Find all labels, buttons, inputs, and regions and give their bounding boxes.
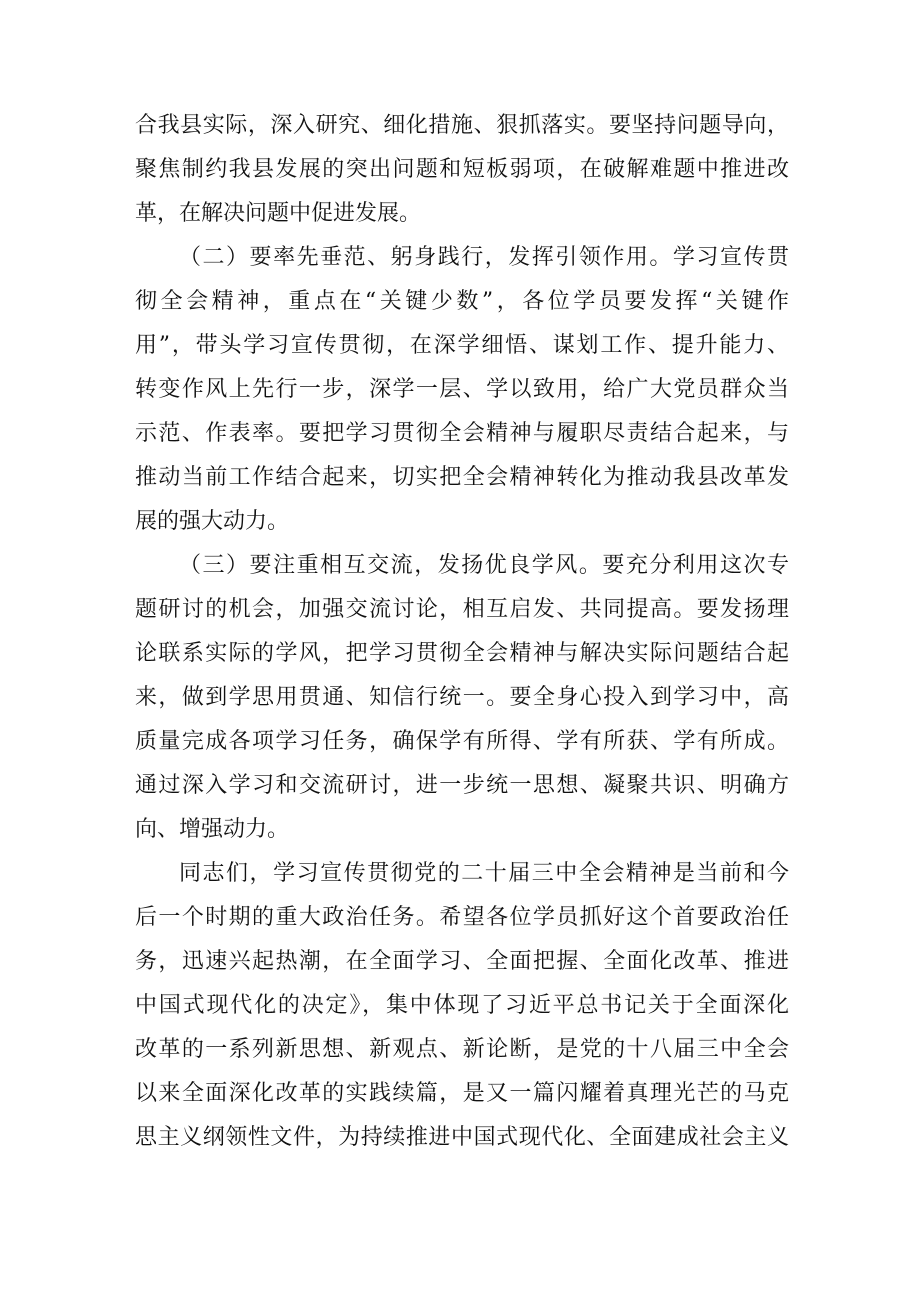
text-line: 以来全面深化改革的实践续篇，是又一篇闪耀着真理光芒的马克 xyxy=(135,1081,789,1106)
text-line: 展的强大动力。 xyxy=(135,509,290,534)
text-line: 论联系实际的学风，把学习贯彻全会精神与解决实际问题结合起 xyxy=(135,641,789,666)
text-line: 合我县实际，深入研究、细化措施、狠抓落实。要坚持问题导向， xyxy=(135,113,789,138)
text-line: 务，迅速兴起热潮，在全面学习、全面把握、全面化改革、推进 xyxy=(135,949,789,974)
text-line: （二）要率先垂范、躬身践行，发挥引领作用。学习宣传贯 xyxy=(179,245,789,270)
text-line: 革，在解决问题中促进发展。 xyxy=(135,201,422,226)
text-line: 用”，带头学习宣传贯彻，在深学细悟、谋划工作、提升能力、 xyxy=(135,333,789,358)
text-line: 示范、作表率。要把学习贯彻全会精神与履职尽责结合起来，与 xyxy=(135,421,789,446)
text-line: 来，做到学思用贯通、知信行统一。要全身心投入到学习中，高 xyxy=(135,685,789,710)
text-line: 转变作风上先行一步，深学一层、学以致用，给广大党员群众当 xyxy=(135,377,789,402)
text-line: 推动当前工作结合起来，切实把全会精神转化为推动我县改革发 xyxy=(135,465,789,490)
text-line: 改革的一系列新思想、新观点、新论断，是党的十八届三中全会 xyxy=(135,1037,789,1062)
text-line: 通过深入学习和交流研讨，进一步统一思想、凝聚共识、明确方 xyxy=(135,773,789,798)
text-line: 同志们，学习宣传贯彻党的二十届三中全会精神是当前和今 xyxy=(179,861,789,886)
text-line: 后一个时期的重大政治任务。希望各位学员抓好这个首要政治任 xyxy=(135,905,789,930)
paragraph-continued xyxy=(135,104,789,236)
paragraph-section-three xyxy=(135,544,789,852)
text-line: 质量完成各项学习任务，确保学有所得、学有所获、学有所成。 xyxy=(135,729,789,754)
text-line: 中国式现代化的决定》，集中体现了习近平总书记关于全面深化 xyxy=(135,993,789,1018)
text-line: 彻全会精神，重点在“关键少数”，各位学员要发挥“关键作 xyxy=(135,289,789,314)
document-body xyxy=(135,104,789,1160)
paragraph-closing xyxy=(135,852,789,1160)
text-line: 思主义纲领性文件，为持续推进中国式现代化、全面建成社会主义 xyxy=(135,1125,789,1150)
text-line: 聚焦制约我县发展的突出问题和短板弱项，在破解难题中推进改 xyxy=(135,157,789,182)
text-line: （三）要注重相互交流，发扬优良学风。要充分利用这次专 xyxy=(179,553,789,578)
text-line: 向、增强动力。 xyxy=(135,817,290,842)
text-line: 题研讨的机会，加强交流讨论，相互启发、共同提高。要发扬理 xyxy=(135,597,789,622)
paragraph-section-two xyxy=(135,236,789,544)
